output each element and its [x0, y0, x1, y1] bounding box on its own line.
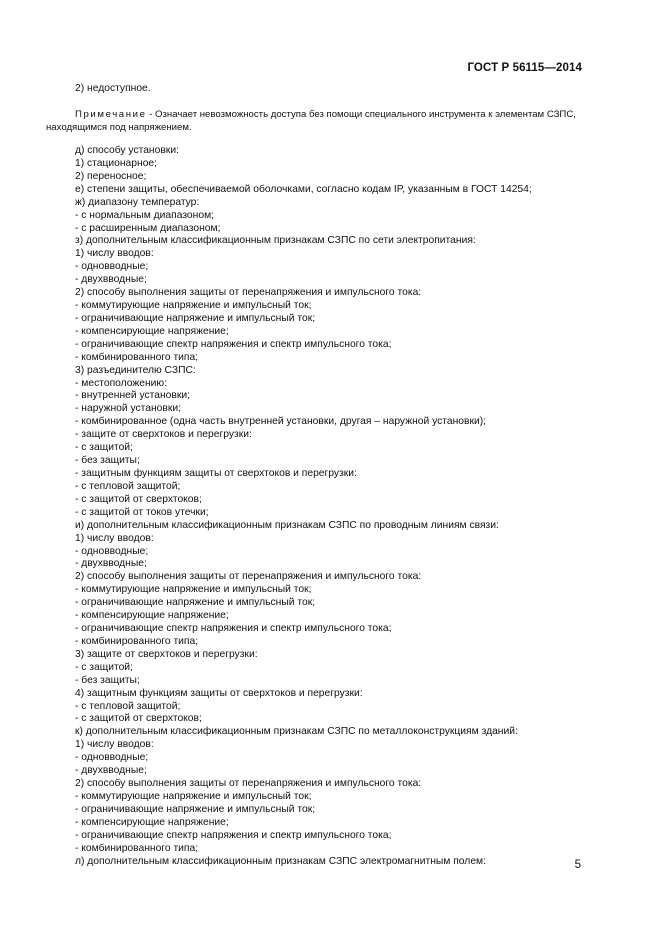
- list-item: - комбинированное (одна часть внутренней установки, другая – наружной установки);: [75, 416, 487, 428]
- list-item: - одновводные;: [75, 545, 149, 557]
- list-item: - одновводные;: [75, 752, 149, 764]
- list-item: - ограничивающие напряжение и импульсный ток;: [75, 312, 316, 324]
- list-item: 2) способу выполнения защиты от перенапряжения и импульсного тока:: [75, 287, 422, 299]
- list-item: ж) диапазону температур:: [75, 196, 200, 208]
- list-item: - с защитой;: [75, 661, 133, 673]
- list-item: - коммутирующие напряжение и импульсный ток;: [75, 584, 312, 596]
- list-item: 3) защите от сверхтоков и перегрузки:: [75, 648, 258, 660]
- list-item: - комбинированного типа;: [75, 842, 199, 854]
- list-item: 3) разъединителю СЗПС:: [75, 364, 196, 376]
- list-item: - коммутирующие напряжение и импульсный ток;: [75, 300, 312, 312]
- list-item: - с тепловой защитой;: [75, 480, 181, 492]
- list-item: - двухвводные;: [75, 558, 147, 570]
- list-item: 1) стационарное;: [75, 157, 158, 169]
- list-item: д) способу установки:: [75, 145, 179, 156]
- intro-line: 2) недоступное.: [75, 83, 151, 94]
- list-item: 2) способу выполнения защиты от перенапряжения и импульсного тока:: [75, 571, 422, 583]
- list-item: - комбинированного типа;: [75, 635, 199, 647]
- list-item: и) дополнительным классификационным признакам СЗПС по проводным линиям связи:: [75, 519, 499, 531]
- list-item: 4) защитным функциям защиты от сверхтоков и перегрузки:: [75, 687, 363, 699]
- list-item: - внутренней установки;: [75, 390, 190, 402]
- list-item: 2) переносное;: [75, 170, 147, 182]
- list-item: - с расширенным диапазоном;: [75, 222, 221, 234]
- list-item: - комбинированного типа;: [75, 351, 199, 363]
- note-text: - Означает невозможность доступа без помощи специального инструмента к элементам СЗПС, находящимся под напряжением.: [46, 109, 576, 133]
- list-item: - без защиты;: [75, 674, 140, 686]
- list-item: - защите от сверхтоков и перегрузки:: [75, 429, 252, 441]
- list-item: - ограничивающие спектр напряжения и спектр импульсного тока;: [75, 623, 392, 635]
- list-item: - компенсирующие напряжение;: [75, 610, 229, 622]
- list-item: 2) способу выполнения защиты от перенапряжения и импульсного тока:: [75, 778, 422, 790]
- list-item: 1) числу вводов:: [75, 739, 154, 751]
- list-item: к) дополнительным классификационным признакам СЗПС по металлоконструкциям зданий:: [75, 726, 518, 738]
- note-block: [46, 108, 586, 134]
- list-item: - местоположению:: [75, 377, 168, 389]
- list-item: з) дополнительным классификационным признакам СЗПС по сети электропитания:: [75, 235, 476, 247]
- list-item: - с защитой от токов утечки;: [75, 506, 209, 518]
- list-item: 1) числу вводов:: [75, 248, 154, 260]
- list-item: - наружной установки;: [75, 403, 182, 415]
- list-item: - ограничивающие напряжение и импульсный ток;: [75, 597, 316, 609]
- list-item: - с защитой от сверхтоков;: [75, 493, 202, 505]
- list-item: - коммутирующие напряжение и импульсный ток;: [75, 791, 312, 802]
- document-code-header: ГОСТ Р 56115—2014: [467, 62, 582, 74]
- list-item: - с тепловой защитой;: [75, 700, 181, 712]
- list-item: - ограничивающие спектр напряжения и спектр импульсного тока;: [75, 829, 392, 841]
- list-item: е) степени защиты, обеспечиваемой оболочками, согласно кодам IP, указанным в ГОСТ 14254;: [75, 183, 532, 195]
- list-item: - двухвводные;: [75, 765, 147, 777]
- note-label: Примечание: [75, 109, 147, 120]
- list-item: - с защитой;: [75, 442, 133, 454]
- page-number: 5: [574, 859, 581, 871]
- list-item: - с нормальным диапазоном;: [75, 209, 215, 221]
- list-item: - защитным функциям защиты от сверхтоков и перегрузки:: [75, 468, 357, 479]
- list-item: - двухвводные;: [75, 274, 147, 286]
- list-item: л) дополнительным классификационным признакам СЗПС электромагнитным полем:: [75, 855, 486, 867]
- list-item: 1) числу вводов:: [75, 532, 154, 544]
- list-item: - компенсирующие напряжение;: [75, 816, 229, 828]
- list-item: - без защиты;: [75, 455, 140, 467]
- list-item: - одновводные;: [75, 261, 149, 273]
- list-item: - с защитой от сверхтоков;: [75, 713, 202, 725]
- list-item: - компенсирующие напряжение;: [75, 325, 229, 337]
- list-item: - ограничивающие напряжение и импульсный ток;: [75, 803, 316, 815]
- list-item: - ограничивающие спектр напряжения и спектр импульсного тока;: [75, 338, 392, 350]
